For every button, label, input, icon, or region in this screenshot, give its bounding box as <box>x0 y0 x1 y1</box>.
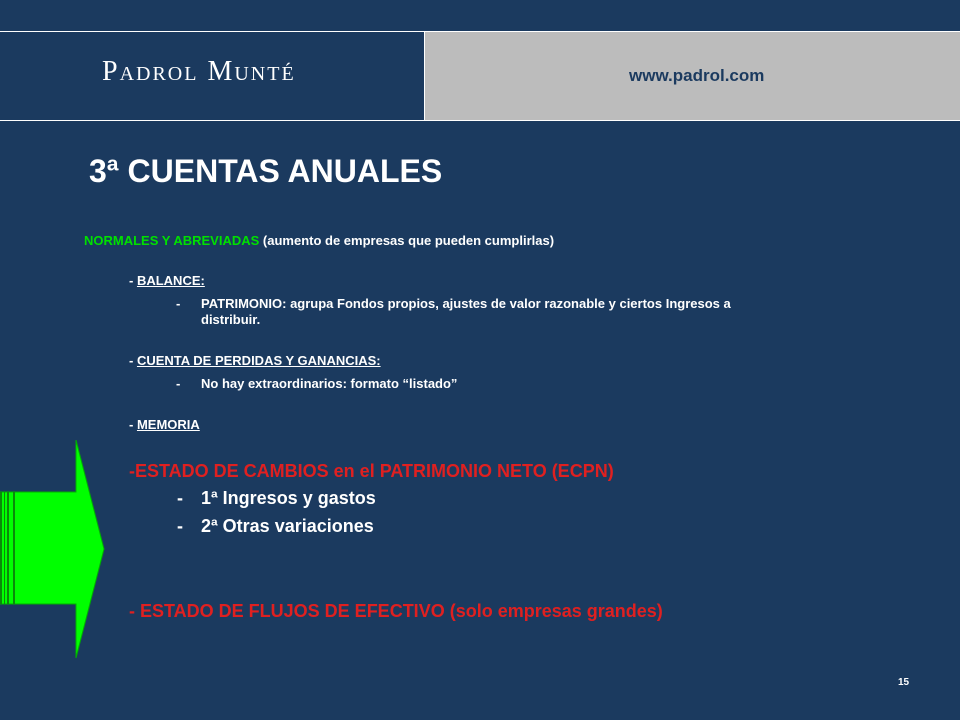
ecpn-item-1-dash: - <box>177 488 183 508</box>
intro-rest: (aumento de empresas que pueden cumplirlas) <box>259 233 555 248</box>
pyg-item-dash: - <box>176 376 181 391</box>
ecpn-item-1: 1ª Ingresos y gastos <box>201 488 376 508</box>
balance-item-dash: - <box>176 296 181 311</box>
pyg-heading <box>129 353 381 368</box>
balance-prefix: - <box>129 273 137 288</box>
memoria-prefix: - <box>129 417 137 432</box>
company-logo: Padrol Munté <box>102 56 296 87</box>
balance-heading <box>129 273 205 288</box>
balance-item-line1: PATRIMONIO: agrupa Fondos propios, ajustes de valor razonable y ciertos Ingresos a <box>201 296 731 311</box>
website-link[interactable]: www.padrol.com <box>629 66 765 85</box>
intro-highlight: NORMALES Y ABREVIADAS <box>84 233 260 248</box>
page-number: 15 <box>898 677 910 688</box>
ecpn-item-2: 2ª Otras variaciones <box>201 516 374 536</box>
pyg-label: CUENTA DE PERDIDAS Y GANANCIAS: <box>136 353 381 368</box>
pyg-item-line1: No hay extraordinarios: formato “listado” <box>201 376 458 391</box>
memoria-heading <box>129 417 200 432</box>
url-panel <box>424 32 960 120</box>
ecpn-heading: -ESTADO DE CAMBIOS en el PATRIMONIO NETO (ECPN) <box>129 461 614 481</box>
green-arrow-icon <box>0 440 106 658</box>
balance-label: BALANCE: <box>136 273 205 288</box>
balance-item-line2: distribuir. <box>201 312 261 327</box>
memoria-label: MEMORIA <box>136 417 200 432</box>
intro-line <box>84 233 554 248</box>
ecpn-item-2-dash: - <box>177 516 183 536</box>
pyg-prefix: - <box>129 353 137 368</box>
slide-title: 3ª CUENTAS ANUALES <box>89 153 443 189</box>
efe-heading: - ESTADO DE FLUJOS DE EFECTIVO (solo empresas grandes) <box>129 601 663 621</box>
